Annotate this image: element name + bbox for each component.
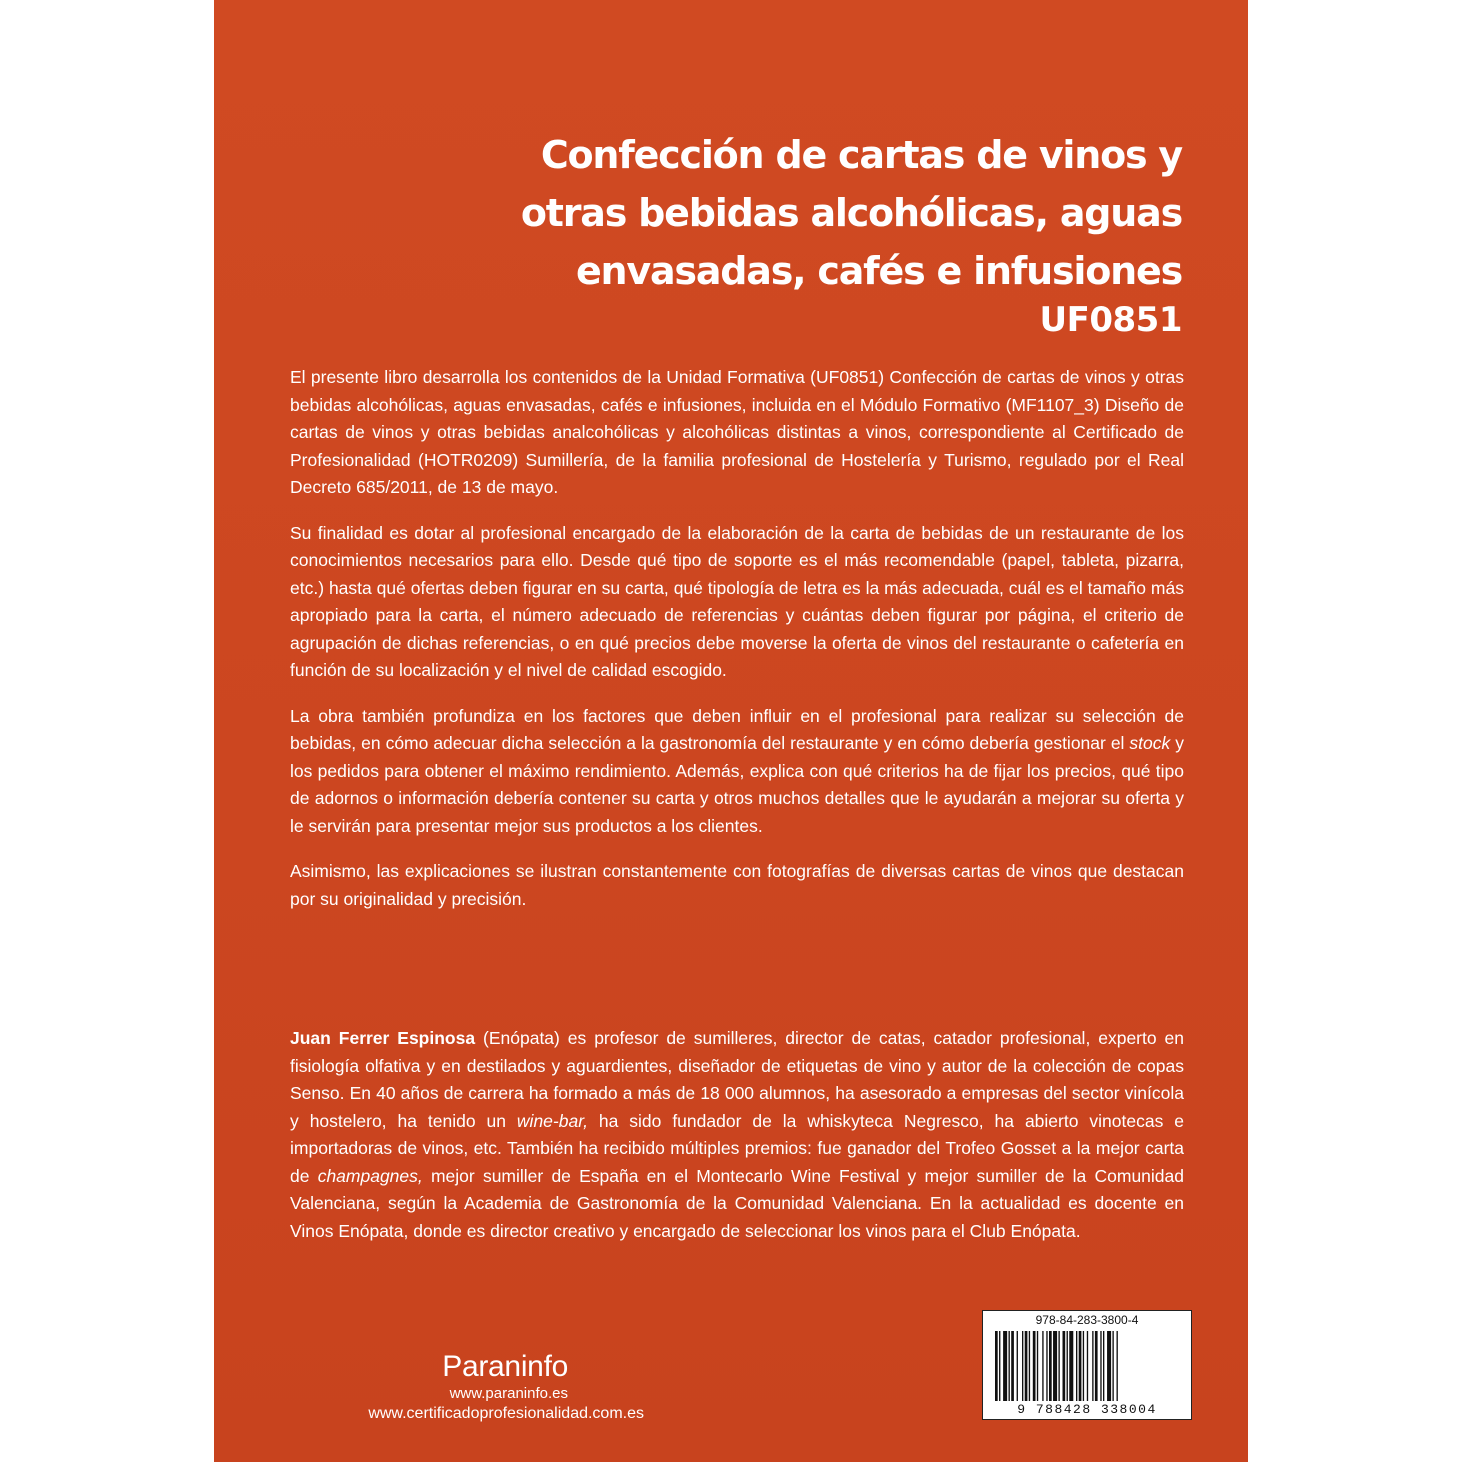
description-paragraph-4: Asimismo, las explicaciones se ilustran constantemente con fotografías de diversas cartas de vinos que destacan por su originalidad y precisión.: [290, 861, 1184, 909]
barcode-bar: [1095, 1331, 1098, 1401]
book-title: [402, 126, 1182, 300]
back-cover: [214, 0, 1248, 1462]
title-line-3: envasadas, cafés e infusiones: [575, 249, 1182, 293]
description-paragraph-3: [290, 703, 1184, 841]
certificate-url: www.certificadoprofesionalidad.com.es: [368, 1405, 644, 1422]
barcode-bar: [1069, 1331, 1073, 1401]
barcode-bar: [1003, 1331, 1007, 1401]
barcode-bar: [1079, 1331, 1082, 1401]
barcode-bar: [1042, 1331, 1043, 1401]
barcode-bar: [1049, 1331, 1052, 1401]
barcode-bar: [1046, 1331, 1047, 1401]
publisher-block: [294, 1350, 654, 1425]
barcode-bar: [1100, 1331, 1101, 1401]
publisher-logo: Paraninfo: [442, 1350, 568, 1383]
barcode-bar: [999, 1331, 1000, 1401]
barcode-bar: [1029, 1331, 1030, 1401]
barcode-bar: [1011, 1331, 1014, 1401]
author-bio-part-3: mejor sumiller de España en el Montecarlo Wine Festival y mejor sumiller de la Comunidad Valenciana, según la Academia de Gastronomía de la Comunidad Valenciana. En la actualidad es docente en Vinos Enópata, donde es director creativo y encargado de seleccionar los vinos para el Club Enópata.: [290, 1165, 1184, 1241]
barcode-bar: [1022, 1331, 1023, 1401]
barcode-bar: [1087, 1331, 1088, 1401]
p3-italic-stock: stock: [1129, 733, 1171, 753]
description-paragraph-2: Su finalidad es dotar al profesional encargado de la elaboración de la carta de bebidas de un restaurante de los conocimientos necesarios para ello. Desde qué tipo de soporte es el más recomendable (papel, tableta, pizarra, etc.) hasta qué ofertas deben figurar en su carta, qué tipología de letra es la más adecuada, cuál es el tamaño más apropiado para la carta, el número adecuado de referencias y cuántas deben figurar por página, el criterio de agrupación de dichas referencias, o en qué precios debe moverse la oferta de vinos del restaurante o cafetería en función de su localización y el nivel de calidad escogido.: [290, 522, 1184, 680]
barcode-bar: [1092, 1331, 1093, 1401]
barcode-bar: [1009, 1331, 1010, 1401]
author-bio: [290, 1025, 1184, 1245]
barcode-bar: [1037, 1331, 1038, 1401]
author-italic-champagnes: champagnes,: [317, 1165, 423, 1186]
author-name: Juan Ferrer Espinosa: [290, 1028, 476, 1048]
barcode-bar: [1053, 1331, 1057, 1401]
publisher-url: www.paraninfo.es: [449, 1385, 568, 1402]
unit-code: UF0851: [1039, 300, 1182, 340]
title-line-1: Confección de cartas de vinos y: [540, 133, 1182, 177]
barcode-bar: [1025, 1331, 1028, 1401]
author-italic-wine-bar: wine-bar,: [516, 1110, 588, 1131]
p3-text-start: La obra también profundiza en los factores que deben influir en el profesional para realizar su selección de bebidas, en cómo adecuar dicha selección a la gastronomía del restaurante y en cómo debería gestionar el: [290, 705, 1184, 753]
barcode-bar: [1058, 1331, 1059, 1401]
description-paragraph-1: El presente libro desarrolla los contenidos de la Unidad Formativa (UF0851) Confección de cartas de vinos y otras bebidas alcohólicas, aguas envasadas, cafés e infusiones, incluida en el Módulo Formativo (MF1107_3) Diseño de cartas de vinos y otras bebidas analcohólicas y alcohólicas distintas a vinos, correspondiente al Certificado de Profesionalidad (HOTR0209) Sumillería, de la familia profesional de Hostelería y Turismo, regulado por el Real Decreto 685/2011, de 13 de mayo.: [290, 367, 1184, 497]
barcode-bar: [1112, 1331, 1113, 1401]
author-bio-part-2: ha sido fundador de la whiskyteca Negresco, ha abierto vinotecas e importadoras de vinos, etc. También ha recibido múltiples premios: fue ganador del Trofeo Gosset a la mejor carta de: [290, 1110, 1184, 1186]
barcode-digits: 9 788428 338004: [983, 1402, 1191, 1417]
barcode-bar: [1067, 1331, 1068, 1401]
p3-text-end: y los pedidos para obtener el máximo rendimiento. Además, explica con qué criterios ha de fijar los precios, qué tipo de adornos o información debería contener su carta y otros muchos detalles que le ayudarán a mejorar su oferta y le servirán para presentar mejor sus productos a los clientes.: [290, 733, 1184, 836]
isbn-barcode: [982, 1310, 1192, 1420]
barcode-bar: [1107, 1331, 1111, 1401]
barcode-bar: [1017, 1331, 1018, 1401]
barcode-bar: [1033, 1331, 1036, 1401]
barcode-bar: [1063, 1331, 1066, 1401]
author-bio-part-1: (Enópata) es profesor de sumilleres, director de catas, catador profesional, experto en fisiología olfativa y en destilados y aguardientes, diseñador de etiquetas de vino y autor de la colección de copas Senso. En 40 años de carrera ha formado a más de 18 000 alumnos, ha asesorado a empresas del sector vinícola y hostelero, ha tenido un: [290, 1028, 1184, 1131]
title-line-2: otras bebidas alcohólicas, aguas: [520, 191, 1182, 235]
barcode-bar: [1083, 1331, 1084, 1401]
barcode-bar: [1103, 1331, 1104, 1401]
barcode-bar: [995, 1331, 998, 1401]
isbn-text: 978-84-283-3800-4: [1035, 1313, 1139, 1327]
barcode-bars: [991, 1331, 1183, 1401]
barcode-bar: [1076, 1331, 1077, 1401]
description: [290, 364, 1184, 931]
barcode-bar: [1117, 1331, 1118, 1401]
